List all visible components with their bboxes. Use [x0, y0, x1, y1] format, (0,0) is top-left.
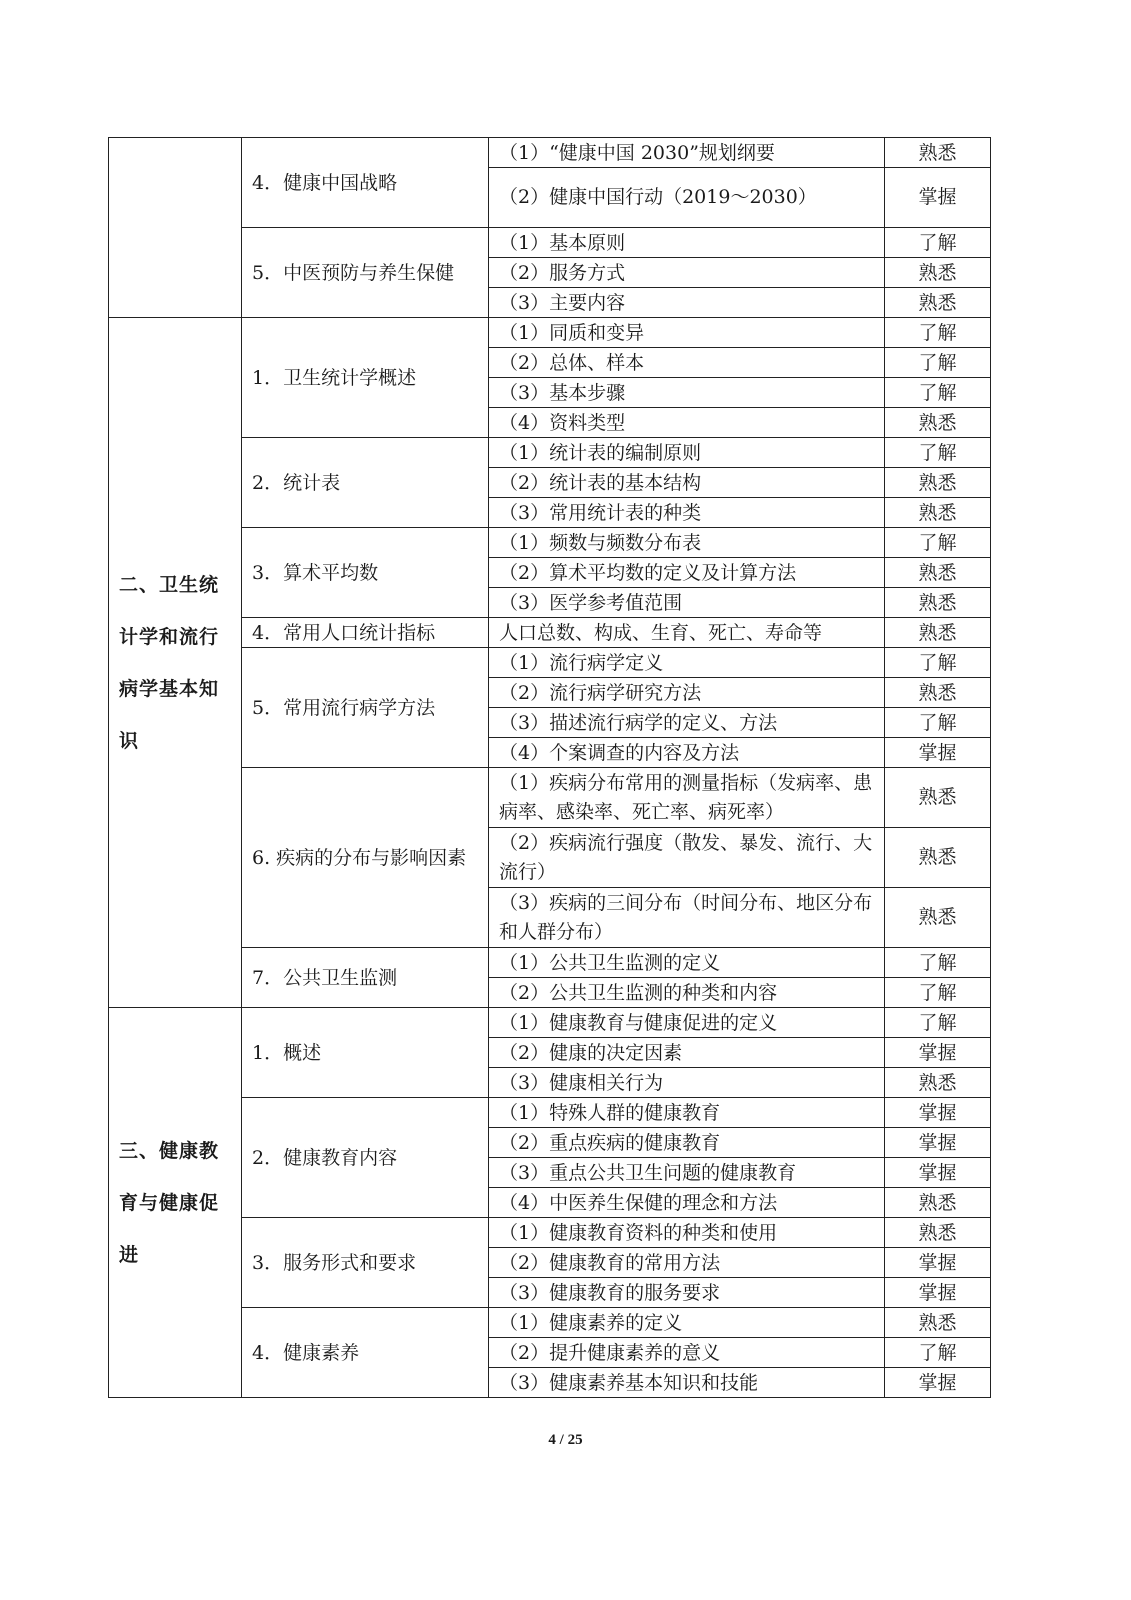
knowledge-point-cell: （1）流行病学定义 [489, 648, 885, 678]
requirement-level-cell: 掌握 [885, 1038, 991, 1068]
table-row [109, 438, 991, 468]
knowledge-point-cell: （1）统计表的编制原则 [489, 438, 885, 468]
knowledge-point-cell: （2）重点疾病的健康教育 [489, 1128, 885, 1158]
requirement-level-cell: 熟悉 [885, 138, 991, 168]
item-label-cell: 2．统计表 [242, 438, 489, 528]
table-row [109, 1308, 991, 1338]
unit-title-cell: 二、卫生统计学和流行病学基本知识 [109, 318, 242, 1008]
requirement-level-cell: 熟悉 [885, 1188, 991, 1218]
requirement-level-cell: 了解 [885, 318, 991, 348]
requirement-level-cell: 熟悉 [885, 498, 991, 528]
requirement-level-cell: 了解 [885, 648, 991, 678]
knowledge-point-cell: （1）疾病分布常用的测量指标（发病率、患病率、感染率、死亡率、病死率） [489, 768, 885, 828]
requirement-level-cell: 熟悉 [885, 1308, 991, 1338]
knowledge-point-cell: （1）健康素养的定义 [489, 1308, 885, 1338]
requirement-level-cell: 了解 [885, 1008, 991, 1038]
table-row [109, 618, 991, 648]
knowledge-point-cell: （3）疾病的三间分布（时间分布、地区分布和人群分布） [489, 888, 885, 948]
unit-title-cell: 三、健康教育与健康促进 [109, 1008, 242, 1398]
requirement-level-cell: 熟悉 [885, 828, 991, 888]
knowledge-point-cell: （1）健康教育资料的种类和使用 [489, 1218, 885, 1248]
item-label-cell: 6. 疾病的分布与影响因素 [242, 768, 489, 948]
requirement-level-cell: 掌握 [885, 1368, 991, 1398]
requirement-level-cell: 熟悉 [885, 1218, 991, 1248]
table-row [109, 948, 991, 978]
requirement-level-cell: 掌握 [885, 168, 991, 228]
item-label-cell: 5．常用流行病学方法 [242, 648, 489, 768]
knowledge-point-cell: （3）健康教育的服务要求 [489, 1278, 885, 1308]
knowledge-point-cell: （4）个案调查的内容及方法 [489, 738, 885, 768]
table-row [109, 648, 991, 678]
requirement-level-cell: 了解 [885, 1338, 991, 1368]
knowledge-point-cell: （2）算术平均数的定义及计算方法 [489, 558, 885, 588]
table-row [109, 318, 991, 348]
requirement-level-cell: 了解 [885, 708, 991, 738]
knowledge-point-cell: （1）频数与频数分布表 [489, 528, 885, 558]
requirement-level-cell: 了解 [885, 948, 991, 978]
knowledge-point-cell: （3）常用统计表的种类 [489, 498, 885, 528]
requirement-level-cell: 熟悉 [885, 888, 991, 948]
knowledge-point-cell: （1）基本原则 [489, 228, 885, 258]
requirement-level-cell: 熟悉 [885, 408, 991, 438]
item-label-cell: 4．健康中国战略 [242, 138, 489, 228]
item-label-cell: 1．概述 [242, 1008, 489, 1098]
requirement-level-cell: 了解 [885, 228, 991, 258]
knowledge-point-cell: （2）流行病学研究方法 [489, 678, 885, 708]
requirement-level-cell: 熟悉 [885, 468, 991, 498]
knowledge-point-cell: （2）健康中国行动（2019～2030） [489, 168, 885, 228]
knowledge-point-cell: （1）“健康中国 2030”规划纲要 [489, 138, 885, 168]
item-label-cell: 7．公共卫生监测 [242, 948, 489, 1008]
requirement-level-cell: 掌握 [885, 1248, 991, 1278]
item-label-cell: 4．健康素养 [242, 1308, 489, 1398]
knowledge-point-cell: （2）健康的决定因素 [489, 1038, 885, 1068]
requirement-level-cell: 了解 [885, 978, 991, 1008]
syllabus-table-body [109, 138, 991, 1398]
item-label-cell: 4．常用人口统计指标 [242, 618, 489, 648]
table-row [109, 228, 991, 258]
knowledge-point-cell: （2）疾病流行强度（散发、暴发、流行、大流行） [489, 828, 885, 888]
unit-title-cell [109, 138, 242, 318]
requirement-level-cell: 了解 [885, 348, 991, 378]
requirement-level-cell: 掌握 [885, 1098, 991, 1128]
table-row [109, 768, 991, 828]
requirement-level-cell: 掌握 [885, 1278, 991, 1308]
knowledge-point-cell: （1）同质和变异 [489, 318, 885, 348]
table-row [109, 1218, 991, 1248]
knowledge-point-cell: （1）特殊人群的健康教育 [489, 1098, 885, 1128]
knowledge-point-cell: （2）公共卫生监测的种类和内容 [489, 978, 885, 1008]
page-number: 4 / 25 [548, 1432, 583, 1448]
item-label-cell: 1．卫生统计学概述 [242, 318, 489, 438]
requirement-level-cell: 熟悉 [885, 288, 991, 318]
item-label-cell: 3．算术平均数 [242, 528, 489, 618]
knowledge-point-cell: （2）提升健康素养的意义 [489, 1338, 885, 1368]
table-row [109, 138, 991, 168]
table-row [109, 528, 991, 558]
item-label-cell: 2．健康教育内容 [242, 1098, 489, 1218]
requirement-level-cell: 熟悉 [885, 1068, 991, 1098]
requirement-level-cell: 熟悉 [885, 258, 991, 288]
knowledge-point-cell: （3）基本步骤 [489, 378, 885, 408]
requirement-level-cell: 了解 [885, 438, 991, 468]
syllabus-table [108, 137, 991, 1398]
knowledge-point-cell: （3）重点公共卫生问题的健康教育 [489, 1158, 885, 1188]
item-label-cell: 5．中医预防与养生保健 [242, 228, 489, 318]
requirement-level-cell: 掌握 [885, 738, 991, 768]
knowledge-point-cell: （2）服务方式 [489, 258, 885, 288]
knowledge-point-cell: 人口总数、构成、生育、死亡、寿命等 [489, 618, 885, 648]
knowledge-point-cell: （3）主要内容 [489, 288, 885, 318]
knowledge-point-cell: （2）统计表的基本结构 [489, 468, 885, 498]
knowledge-point-cell: （4）中医养生保健的理念和方法 [489, 1188, 885, 1218]
requirement-level-cell: 熟悉 [885, 678, 991, 708]
requirement-level-cell: 熟悉 [885, 558, 991, 588]
table-row [109, 1098, 991, 1128]
requirement-level-cell: 了解 [885, 378, 991, 408]
requirement-level-cell: 熟悉 [885, 768, 991, 828]
knowledge-point-cell: （1）健康教育与健康促进的定义 [489, 1008, 885, 1038]
knowledge-point-cell: （3）健康素养基本知识和技能 [489, 1368, 885, 1398]
requirement-level-cell: 了解 [885, 528, 991, 558]
knowledge-point-cell: （2）健康教育的常用方法 [489, 1248, 885, 1278]
table-row [109, 1008, 991, 1038]
knowledge-point-cell: （3）描述流行病学的定义、方法 [489, 708, 885, 738]
requirement-level-cell: 掌握 [885, 1128, 991, 1158]
knowledge-point-cell: （4）资料类型 [489, 408, 885, 438]
knowledge-point-cell: （3）健康相关行为 [489, 1068, 885, 1098]
requirement-level-cell: 熟悉 [885, 588, 991, 618]
knowledge-point-cell: （2）总体、样本 [489, 348, 885, 378]
item-label-cell: 3．服务形式和要求 [242, 1218, 489, 1308]
knowledge-point-cell: （3）医学参考值范围 [489, 588, 885, 618]
requirement-level-cell: 熟悉 [885, 618, 991, 648]
knowledge-point-cell: （1）公共卫生监测的定义 [489, 948, 885, 978]
requirement-level-cell: 掌握 [885, 1158, 991, 1188]
